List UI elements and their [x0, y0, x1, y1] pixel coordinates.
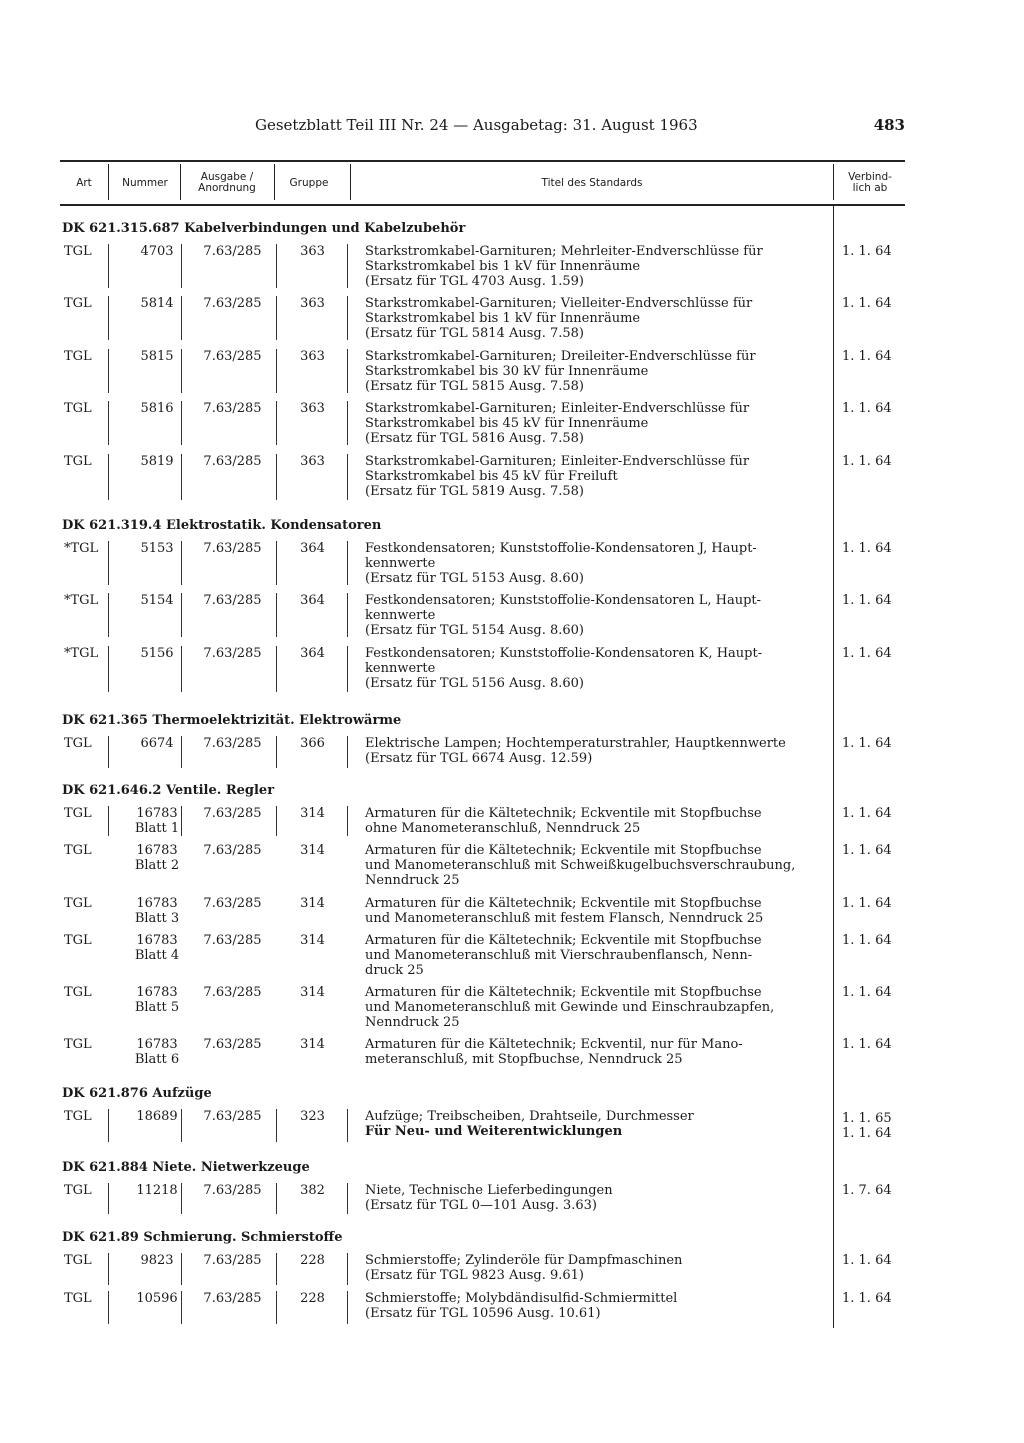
column-rule — [347, 296, 348, 340]
column-rule — [347, 541, 348, 585]
row-ausgabe: 7.63/285 — [203, 985, 262, 1000]
row-title-line: druck 25 — [365, 963, 424, 978]
row-title — [365, 1037, 835, 1067]
row-verbindlich-date: 1. 1. 64 — [842, 541, 892, 556]
row-art: TGL — [64, 1291, 92, 1306]
row-title — [365, 401, 835, 446]
row-title-line: Festkondensatoren; Kunststoffolie-Kondensatoren K, Haupt- — [365, 646, 763, 661]
row-art: TGL — [64, 1183, 92, 1198]
column-rule — [108, 1109, 109, 1142]
row-title-line: Für Neu- und Weiterentwicklungen — [365, 1124, 623, 1139]
row-gruppe: 314 — [300, 1037, 325, 1052]
column-rule — [276, 806, 277, 836]
column-rule — [108, 1291, 109, 1324]
row-verbindlich — [842, 843, 902, 858]
row-title — [365, 244, 835, 289]
row-title-line: (Ersatz für TGL 5153 Ausg. 8.60) — [365, 571, 585, 586]
row-verbindlich — [842, 593, 902, 608]
column-header-row — [60, 160, 905, 206]
column-rule — [276, 736, 277, 768]
row-gruppe: 228 — [300, 1253, 325, 1268]
row-art: TGL — [64, 933, 92, 948]
row-gruppe: 364 — [300, 593, 325, 608]
row-verbindlich-date: 1. 1. 64 — [842, 349, 892, 364]
row-title — [365, 1291, 835, 1321]
row-art: *TGL — [64, 646, 99, 661]
row-verbindlich-date: 1. 1. 64 — [842, 1253, 892, 1268]
column-rule — [108, 806, 109, 836]
row-nummer-line: Blatt 4 — [134, 948, 180, 963]
column-rule — [347, 1291, 348, 1324]
row-verbindlich — [842, 349, 902, 364]
row-title — [365, 541, 835, 586]
row-ausgabe: 7.63/285 — [203, 896, 262, 911]
row-nummer-line: 5819 — [140, 454, 174, 469]
row-verbindlich-date: 1. 1. 64 — [842, 1126, 892, 1141]
row-ausgabe: 7.63/285 — [203, 1253, 262, 1268]
row-title-line: (Ersatz für TGL 10596 Ausg. 10.61) — [365, 1306, 601, 1321]
row-gruppe: 228 — [300, 1291, 325, 1306]
column-rule — [108, 401, 109, 445]
row-verbindlich-date: 1. 1. 65 — [842, 1111, 892, 1126]
row-nummer-line: 9823 — [140, 1253, 174, 1268]
row-title-line: und Manometeranschluß mit Gewinde und Einschraubzapfen, — [365, 1000, 775, 1015]
row-title — [365, 454, 835, 499]
row-title-line: Armaturen für die Kältetechnik; Eckventile mit Stopfbuchse — [365, 896, 762, 911]
row-title-line: (Ersatz für TGL 5154 Ausg. 8.60) — [365, 623, 585, 638]
page-header — [60, 116, 905, 140]
row-nummer-line: 5816 — [140, 401, 174, 416]
row-title-line: und Manometeranschluß mit Schweißkugelbuchsverschraubung, — [365, 858, 796, 873]
column-rule — [276, 1291, 277, 1324]
row-verbindlich — [842, 244, 902, 259]
row-title — [365, 933, 835, 978]
col-ausgabe — [182, 162, 272, 204]
section-title: DK 621.876 Aufzüge — [62, 1086, 212, 1101]
row-title-line: Armaturen für die Kältetechnik; Eckventile mit Stopfbuchse — [365, 933, 762, 948]
column-rule — [347, 736, 348, 768]
row-title — [365, 349, 835, 394]
column-rule — [181, 1253, 182, 1285]
column-rule — [347, 349, 348, 393]
row-title-line: Nenndruck 25 — [365, 873, 460, 888]
row-title — [365, 896, 835, 926]
row-title-line: Starkstromkabel bis 1 kV für Innenräume — [365, 311, 641, 326]
row-gruppe: 314 — [300, 806, 325, 821]
col-ausgabe-line2: Anordnung — [198, 182, 256, 194]
row-verbindlich — [842, 1253, 902, 1268]
row-title-line: kennwerte — [365, 661, 436, 676]
column-rule — [181, 1183, 182, 1214]
row-title-line: Starkstromkabel bis 45 kV für Freiluft — [365, 469, 618, 484]
row-verbindlich-date: 1. 1. 64 — [842, 1291, 892, 1306]
section-title: DK 621.646.2 Ventile. Regler — [62, 783, 275, 798]
col-nummer: Nummer — [122, 176, 168, 189]
column-rule — [347, 1253, 348, 1285]
row-nummer-line: Blatt 3 — [134, 911, 180, 926]
column-rule — [347, 1109, 348, 1142]
row-verbindlich — [842, 454, 902, 469]
row-ausgabe: 7.63/285 — [203, 401, 262, 416]
row-title-line: ohne Manometeranschluß, Nenndruck 25 — [365, 821, 641, 836]
column-rule — [347, 806, 348, 836]
row-art: TGL — [64, 806, 92, 821]
row-art: TGL — [64, 401, 92, 416]
row-title-line: Starkstromkabel-Garnituren; Dreileiter-Endverschlüsse für — [365, 349, 756, 364]
column-rule — [181, 646, 182, 692]
row-gruppe: 363 — [300, 454, 325, 469]
column-rule — [108, 1253, 109, 1285]
column-rule — [276, 593, 277, 637]
column-rule — [108, 454, 109, 500]
column-rule — [181, 454, 182, 500]
column-rule — [108, 296, 109, 340]
row-ausgabe: 7.63/285 — [203, 646, 262, 661]
column-rule — [181, 806, 182, 836]
row-art: TGL — [64, 349, 92, 364]
row-title-line: Starkstromkabel-Garnituren; Vielleiter-Endverschlüsse für — [365, 296, 753, 311]
row-title-line: (Ersatz für TGL 5819 Ausg. 7.58) — [365, 484, 585, 499]
row-nummer-line: 16783 — [136, 1037, 178, 1052]
row-title-line: Festkondensatoren; Kunststoffolie-Kondensatoren J, Haupt- — [365, 541, 757, 556]
row-verbindlich — [842, 985, 902, 1000]
column-rule — [181, 296, 182, 340]
row-verbindlich-date: 1. 1. 64 — [842, 296, 892, 311]
column-rule — [108, 541, 109, 585]
page-number: 483 — [873, 116, 905, 134]
column-rule — [276, 454, 277, 500]
row-title-line: Festkondensatoren; Kunststoffolie-Kondensatoren L, Haupt- — [365, 593, 762, 608]
row-verbindlich — [842, 646, 902, 661]
row-verbindlich — [842, 296, 902, 311]
row-verbindlich — [842, 1037, 902, 1052]
column-rule — [108, 646, 109, 692]
col-titel: Titel des Standards — [541, 176, 643, 189]
row-title-line: Armaturen für die Kältetechnik; Eckventile mit Stopfbuchse — [365, 806, 762, 821]
row-title-line: kennwerte — [365, 608, 436, 623]
row-nummer-line: 5153 — [140, 541, 174, 556]
row-verbindlich-date: 1. 1. 64 — [842, 646, 892, 661]
row-verbindlich — [842, 401, 902, 416]
row-title-line: (Ersatz für TGL 5816 Ausg. 7.58) — [365, 431, 585, 446]
row-ausgabe: 7.63/285 — [203, 806, 262, 821]
row-verbindlich-date: 1. 1. 64 — [842, 736, 892, 751]
row-title-line: und Manometeranschluß mit Vierschraubenflansch, Nenn- — [365, 948, 753, 963]
column-rule — [181, 1291, 182, 1324]
row-ausgabe: 7.63/285 — [203, 1037, 262, 1052]
row-title-line: Starkstromkabel bis 45 kV für Innenräume — [365, 416, 649, 431]
row-gruppe: 323 — [300, 1109, 325, 1124]
col-verbind-line2: lich ab — [852, 182, 888, 194]
row-verbindlich — [842, 896, 902, 911]
col-art: Art — [76, 176, 92, 189]
row-nummer-line: 16783 — [136, 933, 178, 948]
column-rule — [276, 1253, 277, 1285]
row-title-line: (Ersatz für TGL 5815 Ausg. 7.58) — [365, 379, 585, 394]
row-verbindlich — [842, 736, 902, 751]
row-title — [365, 296, 835, 341]
row-art: TGL — [64, 736, 92, 751]
row-art: TGL — [64, 1253, 92, 1268]
row-title-line: (Ersatz für TGL 0—101 Ausg. 3.63) — [365, 1198, 598, 1213]
row-verbindlich-date: 1. 7. 64 — [842, 1183, 892, 1198]
row-title-line: meteranschluß, mit Stopfbuchse, Nenndruck 25 — [365, 1052, 683, 1067]
row-verbindlich-date: 1. 1. 64 — [842, 593, 892, 608]
row-nummer-line: 10596 — [136, 1291, 178, 1306]
row-ausgabe: 7.63/285 — [203, 349, 262, 364]
row-gruppe: 363 — [300, 401, 325, 416]
row-verbindlich-date: 1. 1. 64 — [842, 1037, 892, 1052]
row-art: TGL — [64, 896, 92, 911]
section-title: DK 621.315.687 Kabelverbindungen und Kabelzubehör — [62, 221, 466, 236]
column-rule — [276, 401, 277, 445]
row-nummer-line: 6674 — [140, 736, 174, 751]
row-verbindlich — [842, 806, 902, 821]
row-ausgabe: 7.63/285 — [203, 454, 262, 469]
column-rule — [108, 1183, 109, 1214]
row-title-line: Elektrische Lampen; Hochtemperaturstrahler, Hauptkennwerte — [365, 736, 786, 751]
row-title — [365, 646, 835, 691]
row-title — [365, 736, 835, 766]
section-title: DK 621.365 Thermoelektrizität. Elektrowärme — [62, 713, 402, 728]
row-ausgabe: 7.63/285 — [203, 541, 262, 556]
row-nummer-line: Blatt 6 — [134, 1052, 180, 1067]
row-title-line: Schmierstoffe; Zylinderöle für Dampfmaschinen — [365, 1253, 683, 1268]
row-verbindlich-date: 1. 1. 64 — [842, 806, 892, 821]
row-title-line: und Manometeranschluß mit festem Flansch, Nenndruck 25 — [365, 911, 764, 926]
row-nummer-line: Blatt 2 — [134, 858, 180, 873]
row-art: TGL — [64, 985, 92, 1000]
row-gruppe: 314 — [300, 843, 325, 858]
row-ausgabe: 7.63/285 — [203, 1291, 262, 1306]
page-title: Gesetzblatt Teil III Nr. 24 — Ausgabetag: 31. August 1963 — [255, 116, 698, 134]
row-title-line: kennwerte — [365, 556, 436, 571]
row-nummer-line: 5154 — [140, 593, 174, 608]
row-title-line: (Ersatz für TGL 6674 Ausg. 12.59) — [365, 751, 593, 766]
row-title — [365, 1109, 835, 1139]
row-ausgabe: 7.63/285 — [203, 1183, 262, 1198]
column-rule — [276, 646, 277, 692]
row-nummer-line: 5815 — [140, 349, 174, 364]
row-verbindlich-date: 1. 1. 64 — [842, 985, 892, 1000]
row-gruppe: 364 — [300, 541, 325, 556]
row-art: *TGL — [64, 593, 99, 608]
row-title-line: (Ersatz für TGL 9823 Ausg. 9.61) — [365, 1268, 585, 1283]
row-verbindlich-date: 1. 1. 64 — [842, 896, 892, 911]
row-verbindlich — [842, 541, 902, 556]
col-gruppe: Gruppe — [289, 176, 329, 189]
row-ausgabe: 7.63/285 — [203, 933, 262, 948]
column-rule — [181, 1109, 182, 1142]
row-title-line: Niete, Technische Lieferbedingungen — [365, 1183, 613, 1198]
row-gruppe: 364 — [300, 646, 325, 661]
row-title-line: Nenndruck 25 — [365, 1015, 460, 1030]
row-verbindlich-date: 1. 1. 64 — [842, 244, 892, 259]
row-title-line: Starkstromkabel-Garnituren; Einleiter-Endverschlüsse für — [365, 454, 750, 469]
column-rule — [276, 296, 277, 340]
row-title-line: Armaturen für die Kältetechnik; Eckventile mit Stopfbuchse — [365, 985, 762, 1000]
row-title — [365, 1183, 835, 1213]
col-verbindlich — [835, 162, 905, 204]
row-art: TGL — [64, 843, 92, 858]
column-rule — [347, 593, 348, 637]
row-verbindlich-date: 1. 1. 64 — [842, 454, 892, 469]
row-gruppe: 314 — [300, 985, 325, 1000]
row-title — [365, 1253, 835, 1283]
column-rule — [181, 401, 182, 445]
column-rule — [276, 244, 277, 288]
row-ausgabe: 7.63/285 — [203, 736, 262, 751]
row-art: TGL — [64, 1037, 92, 1052]
row-gruppe: 314 — [300, 896, 325, 911]
section-title: DK 621.319.4 Elektrostatik. Kondensatoren — [62, 518, 382, 533]
row-title-line: (Ersatz für TGL 5814 Ausg. 7.58) — [365, 326, 585, 341]
row-ausgabe: 7.63/285 — [203, 296, 262, 311]
row-nummer-line: 16783 — [136, 843, 178, 858]
row-ausgabe: 7.63/285 — [203, 593, 262, 608]
row-title-line: Starkstromkabel-Garnituren; Einleiter-Endverschlüsse für — [365, 401, 750, 416]
row-verbindlich — [842, 1111, 902, 1141]
section-title: DK 621.884 Niete. Nietwerkzeuge — [62, 1160, 310, 1175]
column-rule — [181, 244, 182, 288]
column-rule — [276, 541, 277, 585]
row-verbindlich — [842, 1291, 902, 1306]
row-gruppe: 382 — [300, 1183, 325, 1198]
row-nummer-line: 16783 — [136, 806, 178, 821]
row-title-line: Starkstromkabel bis 30 kV für Innenräume — [365, 364, 649, 379]
row-nummer-line: 5156 — [140, 646, 174, 661]
row-verbindlich — [842, 933, 902, 948]
row-nummer-line: 4703 — [140, 244, 174, 259]
column-rule — [181, 593, 182, 637]
row-nummer-line: 11218 — [136, 1183, 178, 1198]
row-nummer-line: Blatt 1 — [134, 821, 180, 836]
row-verbindlich — [842, 1183, 902, 1198]
row-ausgabe: 7.63/285 — [203, 843, 262, 858]
column-rule — [181, 736, 182, 768]
row-ausgabe: 7.63/285 — [203, 244, 262, 259]
column-rule — [276, 1109, 277, 1142]
row-verbindlich-date: 1. 1. 64 — [842, 933, 892, 948]
row-title — [365, 593, 835, 638]
col-ausgabe-line1: Ausgabe / — [200, 171, 254, 183]
row-gruppe: 314 — [300, 933, 325, 948]
column-rule — [181, 541, 182, 585]
row-title — [365, 985, 835, 1030]
column-rule — [276, 349, 277, 393]
column-rule — [276, 1183, 277, 1214]
row-ausgabe: 7.63/285 — [203, 1109, 262, 1124]
row-art: TGL — [64, 244, 92, 259]
row-verbindlich-date: 1. 1. 64 — [842, 843, 892, 858]
row-title-line: (Ersatz für TGL 4703 Ausg. 1.59) — [365, 274, 585, 289]
col-verbind-line1: Verbind- — [848, 171, 892, 183]
row-title-line: Armaturen für die Kältetechnik; Eckventil, nur für Mano- — [365, 1037, 743, 1052]
row-art: TGL — [64, 1109, 92, 1124]
row-nummer-line: 16783 — [136, 896, 178, 911]
row-art: *TGL — [64, 541, 99, 556]
row-title — [365, 806, 835, 836]
row-gruppe: 363 — [300, 244, 325, 259]
section-title: DK 621.89 Schmierung. Schmierstoffe — [62, 1230, 343, 1245]
column-rule — [347, 646, 348, 692]
column-rule — [108, 593, 109, 637]
row-gruppe: 363 — [300, 296, 325, 311]
row-gruppe: 366 — [300, 736, 325, 751]
column-rule — [347, 401, 348, 445]
row-verbindlich-date: 1. 1. 64 — [842, 401, 892, 416]
row-gruppe: 363 — [300, 349, 325, 364]
row-title-line: Armaturen für die Kältetechnik; Eckventile mit Stopfbuchse — [365, 843, 762, 858]
row-nummer-line: 5814 — [140, 296, 174, 311]
row-nummer-line: 16783 — [136, 985, 178, 1000]
column-rule — [108, 244, 109, 288]
row-title — [365, 843, 835, 888]
column-rule — [108, 349, 109, 393]
row-art: TGL — [64, 454, 92, 469]
column-rule — [347, 244, 348, 288]
row-title-line: Starkstromkabel bis 1 kV für Innenräume — [365, 259, 641, 274]
row-title-line: Starkstromkabel-Garnituren; Mehrleiter-Endverschlüsse für — [365, 244, 763, 259]
row-nummer-line: Blatt 5 — [134, 1000, 180, 1015]
row-title-line: Schmierstoffe; Molybdändisulfid-Schmiermittel — [365, 1291, 678, 1306]
column-rule — [347, 1183, 348, 1214]
row-title-line: Aufzüge; Treibscheiben, Drahtseile, Durchmesser — [365, 1109, 694, 1124]
column-rule — [347, 454, 348, 500]
row-title-line: (Ersatz für TGL 5156 Ausg. 8.60) — [365, 676, 585, 691]
column-rule — [181, 349, 182, 393]
row-nummer-line: 18689 — [136, 1109, 178, 1124]
row-art: TGL — [64, 296, 92, 311]
column-rule — [108, 736, 109, 768]
